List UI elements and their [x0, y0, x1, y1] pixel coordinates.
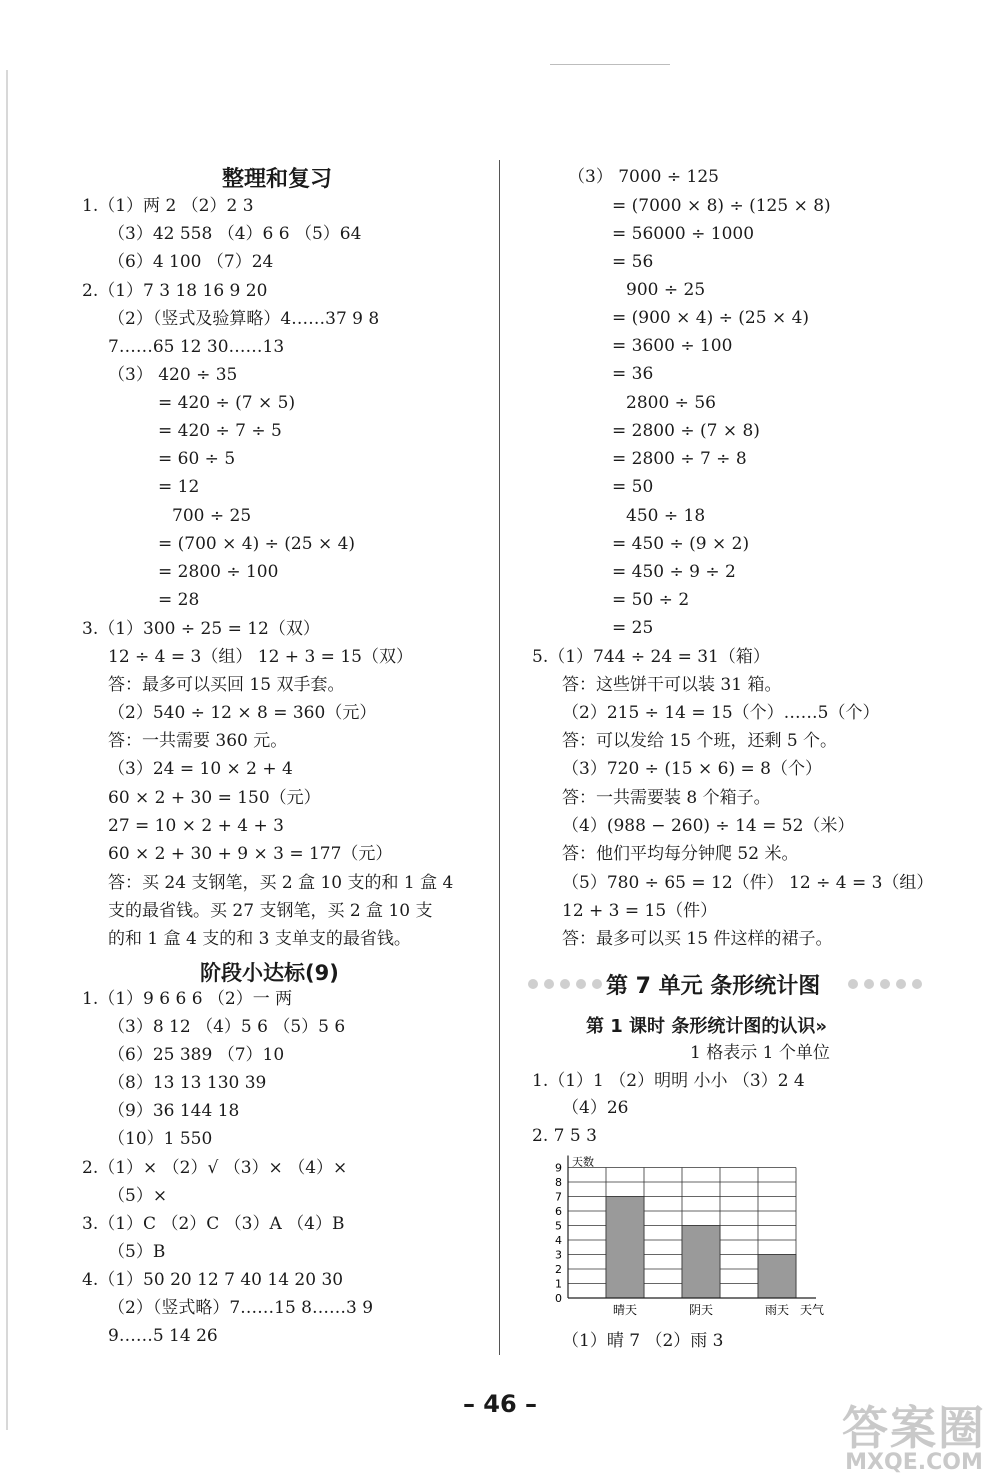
answer-line: （2）540 ÷ 12 × 8 = 360（元）: [108, 703, 377, 723]
answer-line: 2. 7 5 3: [532, 1126, 597, 1146]
answer-line: （2）（竖式略）7……15 8……3 9: [108, 1298, 374, 1318]
answer-line: 支的最省钱。买 27 支钢笔，买 2 盒 10 支: [108, 901, 433, 921]
answer-line: 答：一共需要装 8 个箱子。: [562, 788, 771, 808]
answer-line: 27 = 10 × 2 + 4 + 3: [108, 816, 284, 836]
answer-line: 3.（1）300 ÷ 25 = 12（双）: [82, 619, 320, 639]
answer-line: = (900 × 4) ÷ (25 × 4): [612, 308, 810, 328]
answer-line: 答：可以发给 15 个班，还剩 5 个。: [562, 731, 838, 751]
y-tick-label: 5: [555, 1219, 562, 1233]
x-category-label: 雨天: [764, 1303, 790, 1317]
answer-line: （10）1 550: [108, 1129, 213, 1149]
answer-line: （3）42 558 （4）6 6 （5）64: [108, 224, 362, 244]
answer-line: （3）720 ÷ (15 × 6) = 8（个）: [562, 759, 822, 779]
unit-dots-right: [848, 979, 922, 989]
y-tick-label: 6: [555, 1205, 562, 1218]
y-tick-label: 4: [555, 1234, 562, 1247]
answer-line: 2800 ÷ 56: [626, 393, 716, 413]
chart-bars: [606, 1197, 796, 1299]
answer-line: = (700 × 4) ÷ (25 × 4): [158, 534, 356, 554]
top-rule: [550, 64, 670, 65]
answer-line: 1.（1）两 2 （2）2 3: [82, 196, 254, 216]
answer-line: （6）25 389 （7）10: [108, 1045, 285, 1065]
y-tick-label: 3: [555, 1248, 562, 1262]
weather-bar-chart: [528, 1150, 838, 1325]
answer-line: = 450 ÷ (9 × 2): [612, 534, 750, 554]
y-axis-label: 天数: [572, 1155, 594, 1169]
lesson-title: 第 1 课时 条形统计图的认识»: [586, 1016, 827, 1037]
answer-line: （1）晴 7 （2）雨 3: [562, 1331, 724, 1351]
answer-line: 答：最多可以买 15 件这样的裙子。: [562, 929, 833, 949]
answer-line: 9……5 14 26: [108, 1326, 218, 1346]
y-tick-label: 7: [555, 1190, 562, 1204]
answer-line: = 2800 ÷ 7 ÷ 8: [612, 449, 747, 469]
answer-line: 450 ÷ 18: [626, 506, 706, 526]
answer-line: = 450 ÷ 9 ÷ 2: [612, 562, 736, 582]
answer-line: 7……65 12 30……13: [108, 337, 285, 357]
answer-line: = (7000 × 8) ÷ (125 × 8): [612, 196, 831, 216]
y-tick-label: 1: [555, 1277, 562, 1291]
answer-line: （3）24 = 10 × 2 + 4: [108, 759, 293, 779]
answer-line: 4.（1）50 20 12 7 40 14 20 30: [82, 1270, 344, 1290]
answer-line: （4）(988 − 260) ÷ 14 = 52（米）: [562, 816, 855, 836]
answer-line: （3）8 12 （4）5 6 （5）5 6: [108, 1017, 346, 1037]
y-tick-label: 2: [555, 1263, 562, 1276]
answer-line: 12 + 3 = 15（件）: [562, 901, 718, 921]
answer-line: = 28: [158, 590, 200, 610]
answer-line: = 12: [158, 477, 200, 497]
answer-line: = 60 ÷ 5: [158, 449, 236, 469]
answer-line: （8）13 13 130 39: [108, 1073, 267, 1093]
answer-line: 900 ÷ 25: [626, 280, 706, 300]
answer-line: 1.（1）1 （2）明明 小小 （3）2 4: [532, 1071, 805, 1091]
answer-line: （3） 7000 ÷ 125: [568, 167, 719, 187]
answer-line: 12 ÷ 4 = 3（组） 12 + 3 = 15（双）: [108, 647, 413, 667]
watermark-site: MXQE.COM: [845, 1450, 983, 1475]
answer-line: 1.（1）9 6 6 6 （2）一 两: [82, 989, 293, 1009]
answer-line: = 56: [612, 252, 654, 272]
bar-阴天: [682, 1226, 720, 1299]
answer-line: 的和 1 盒 4 支的和 3 支单支的最省钱。: [108, 929, 411, 949]
bar-雨天: [758, 1255, 796, 1299]
page-number-value: 46: [483, 1390, 517, 1418]
answer-line: 700 ÷ 25: [172, 506, 252, 526]
answer-line: = 2800 ÷ (7 × 8): [612, 421, 760, 441]
lesson-subtitle: 1 格表示 1 个单位: [690, 1043, 830, 1063]
answer-line: = 36: [612, 364, 654, 384]
section-title-review: 整理和复习: [222, 167, 333, 192]
column-divider: [499, 160, 500, 1355]
answer-line: = 420 ÷ (7 × 5): [158, 393, 296, 413]
answer-line: （2）215 ÷ 14 = 15（个）……5（个）: [562, 703, 880, 723]
answer-line: （5）B: [108, 1242, 166, 1262]
page-number: – 46 –: [462, 1390, 538, 1418]
answer-line: （2）（竖式及验算略）4……37 9 8: [108, 309, 380, 329]
answer-line: （5）×: [108, 1186, 168, 1206]
answer-line: = 420 ÷ 7 ÷ 5: [158, 421, 282, 441]
answer-line: 2.（1）× （2）√ （3）× （4）×: [82, 1158, 348, 1178]
answer-line: = 50 ÷ 2: [612, 590, 690, 610]
answer-line: = 3600 ÷ 100: [612, 336, 733, 356]
answer-line: 60 × 2 + 30 = 150（元）: [108, 788, 321, 808]
section-title-stage-check: 阶段小达标(9): [200, 961, 339, 985]
y-tick-label: 8: [555, 1176, 562, 1189]
answer-line: = 2800 ÷ 100: [158, 562, 279, 582]
answer-line: = 25: [612, 618, 654, 638]
y-tick-label: 9: [555, 1161, 562, 1175]
answer-line: （6）4 100 （7）24: [108, 252, 274, 272]
answer-line: （9）36 144 18: [108, 1101, 240, 1121]
unit-dots-left: [528, 979, 602, 989]
answer-line: 答：一共需要 360 元。: [108, 731, 288, 751]
answer-line: 5.（1）744 ÷ 24 = 31（箱）: [532, 647, 770, 667]
x-axis-label: 天气: [800, 1303, 825, 1317]
answer-line: 答：他们平均每分钟爬 52 米。: [562, 844, 799, 864]
watermark-main: 答案圈: [842, 1401, 986, 1455]
answer-line: 2.（1）7 3 18 16 9 20: [82, 281, 268, 301]
answer-line: 答：最多可以买回 15 双手套。: [108, 675, 345, 695]
unit-title: 第 7 单元 条形统计图: [606, 974, 821, 999]
answer-line: 60 × 2 + 30 + 9 × 3 = 177（元）: [108, 844, 393, 864]
bar-晴天: [606, 1197, 644, 1299]
x-category-label: 阴天: [688, 1303, 714, 1317]
answer-line: （3） 420 ÷ 35: [108, 365, 238, 385]
answer-line: = 50: [612, 477, 654, 497]
answer-line: 3.（1）C （2）C （3）A （4）B: [82, 1214, 345, 1234]
x-category-label: 晴天: [612, 1303, 638, 1317]
answer-line: 答：这些饼干可以装 31 箱。: [562, 675, 782, 695]
watermark-logo: [842, 1392, 986, 1475]
answer-line: 答：买 24 支钢笔，买 2 盒 10 支的和 1 盒 4: [108, 873, 454, 893]
page-edge: [6, 70, 8, 1430]
y-tick-label: 0: [555, 1292, 562, 1305]
answer-line: （5）780 ÷ 65 = 12（件） 12 ÷ 4 = 3（组）: [562, 873, 934, 893]
answer-line: （4）26: [562, 1098, 629, 1118]
answer-line: = 56000 ÷ 1000: [612, 224, 755, 244]
